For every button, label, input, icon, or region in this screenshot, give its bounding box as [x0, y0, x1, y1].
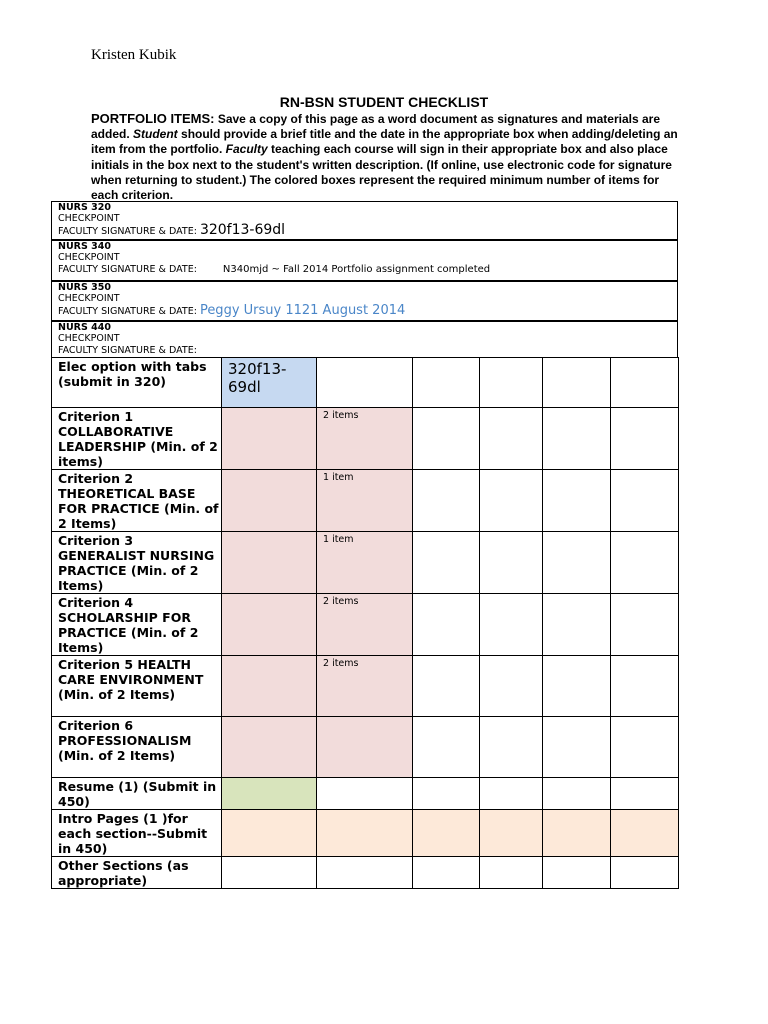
- table-row: [52, 358, 679, 408]
- entry-cell[interactable]: [611, 857, 679, 889]
- entry-cell[interactable]: [413, 656, 480, 717]
- row-label: Criterion 1 COLLABORATIVE LEADERSHIP (Min. of 2 items): [52, 408, 222, 470]
- item-count-note[interactable]: [317, 717, 413, 778]
- entry-cell[interactable]: [222, 470, 317, 532]
- instructions-faculty: Faculty: [225, 142, 268, 157]
- entry-cell[interactable]: [222, 717, 317, 778]
- instructions-student: Student: [133, 127, 178, 142]
- entry-cell[interactable]: [543, 717, 611, 778]
- entry-cell[interactable]: [611, 532, 679, 594]
- signature-label: FACULTY SIGNATURE & DATE:: [58, 344, 197, 356]
- entry-cell[interactable]: [611, 717, 679, 778]
- entry-cell[interactable]: [480, 532, 543, 594]
- entry-cell[interactable]: [413, 810, 480, 857]
- instructions-text-3: teaching each course will sign in their appropriate box and also place initials in the box next to the student's written description. (If online, use electronic code for signature when returning to student.) The colored boxes represent the required minimum number of items for each criterion.: [91, 142, 672, 203]
- entry-cell[interactable]: [222, 594, 317, 656]
- entry-cell[interactable]: [480, 810, 543, 857]
- row-label: Intro Pages (1 )for each section--Submit in 450): [52, 810, 222, 857]
- entry-cell[interactable]: [543, 408, 611, 470]
- faculty-signature[interactable]: Peggy Ursuy 1121 August 2014: [199, 302, 406, 318]
- table-row: [52, 857, 679, 889]
- row-label: Criterion 5 HEALTH CARE ENVIRONMENT (Min. of 2 Items): [52, 656, 222, 717]
- entry-cell[interactable]: [222, 810, 317, 857]
- entry-cell[interactable]: [480, 857, 543, 889]
- entry-cell[interactable]: [611, 408, 679, 470]
- row-label: Criterion 6 PROFESSIONALISM (Min. of 2 Items): [52, 717, 222, 778]
- instructions-text-1: Save a copy of this page as a word document as signatures and materials are added.: [91, 112, 660, 142]
- entry-cell[interactable]: [543, 470, 611, 532]
- entry-cell[interactable]: [413, 594, 480, 656]
- entry-cell[interactable]: [317, 778, 413, 810]
- course-row-nurs340: [51, 240, 678, 281]
- entry-cell[interactable]: [543, 857, 611, 889]
- course-name: NURS 340: [58, 241, 111, 252]
- course-checkpoint: CHECKPOINT: [58, 333, 120, 345]
- entry-cell[interactable]: [543, 778, 611, 810]
- course-checkpoint: CHECKPOINT: [58, 213, 120, 225]
- document-title: RN-BSN STUDENT CHECKLIST: [279, 94, 489, 110]
- entry-cell[interactable]: [413, 857, 480, 889]
- entry-cell[interactable]: [413, 717, 480, 778]
- portfolio-instructions: [91, 111, 686, 203]
- row-label: Criterion 3 GENERALIST NURSING PRACTICE (Min. of 2 Items): [52, 532, 222, 594]
- item-count-note[interactable]: 1 item: [317, 470, 413, 532]
- faculty-signature[interactable]: N340mjd ~ Fall 2014 Portfolio assignment completed: [222, 263, 491, 275]
- entry-cell[interactable]: [480, 470, 543, 532]
- table-row: [52, 810, 679, 857]
- entry-cell[interactable]: [222, 778, 317, 810]
- entry-cell[interactable]: [480, 717, 543, 778]
- entry-cell[interactable]: [222, 656, 317, 717]
- entry-cell[interactable]: [611, 594, 679, 656]
- entry-cell[interactable]: [222, 532, 317, 594]
- instructions-lead: PORTFOLIO ITEMS:: [91, 111, 215, 126]
- entry-cell[interactable]: [413, 778, 480, 810]
- table-row: [52, 594, 679, 656]
- table-row: [52, 408, 679, 470]
- entry-cell[interactable]: [222, 408, 317, 470]
- entry-cell[interactable]: [480, 408, 543, 470]
- signature-label: FACULTY SIGNATURE & DATE:: [58, 225, 197, 237]
- course-row-nurs440: [51, 321, 678, 358]
- signature-label: FACULTY SIGNATURE & DATE:: [58, 263, 197, 275]
- table-row: [52, 532, 679, 594]
- entry-cell[interactable]: [413, 532, 480, 594]
- entry-cell[interactable]: [543, 358, 611, 408]
- entry-cell[interactable]: [413, 408, 480, 470]
- course-name: NURS 320: [58, 202, 111, 213]
- row-label: Other Sections (as appropriate): [52, 857, 222, 889]
- faculty-signature[interactable]: 320f13-69dl: [199, 221, 286, 238]
- criteria-table: [51, 357, 679, 889]
- table-row: [52, 656, 679, 717]
- item-count-note[interactable]: 2 items: [317, 594, 413, 656]
- row-label: Resume (1) (Submit in 450): [52, 778, 222, 810]
- entry-cell[interactable]: [480, 358, 543, 408]
- entry-cell[interactable]: [543, 810, 611, 857]
- entry-cell[interactable]: [543, 532, 611, 594]
- row-label: Criterion 4 SCHOLARSHIP FOR PRACTICE (Min. of 2 Items): [52, 594, 222, 656]
- item-count-note[interactable]: 2 items: [317, 656, 413, 717]
- entry-cell[interactable]: [543, 656, 611, 717]
- entry-cell[interactable]: [317, 358, 413, 408]
- table-row: [52, 778, 679, 810]
- entry-cell[interactable]: [413, 470, 480, 532]
- entry-cell[interactable]: [317, 810, 413, 857]
- entry-cell[interactable]: [611, 810, 679, 857]
- instructions-text-2: should provide a brief title and the date in the appropriate box when adding/deleting an item from the portfolio.: [91, 127, 678, 157]
- item-count-note[interactable]: 2 items: [317, 408, 413, 470]
- course-checkpoint: CHECKPOINT: [58, 252, 120, 264]
- entry-cell[interactable]: 320f13-69dl: [222, 358, 317, 408]
- course-row-nurs350: [51, 281, 678, 321]
- entry-cell[interactable]: [611, 778, 679, 810]
- entry-cell[interactable]: [480, 594, 543, 656]
- course-name: NURS 440: [58, 322, 111, 333]
- table-row: [52, 470, 679, 532]
- entry-cell[interactable]: [317, 857, 413, 889]
- course-row-nurs320: [51, 201, 678, 240]
- course-name: NURS 350: [58, 282, 111, 293]
- row-label: Criterion 2 THEORETICAL BASE FOR PRACTICE (Min. of 2 Items): [52, 470, 222, 532]
- item-count-note[interactable]: 1 item: [317, 532, 413, 594]
- author-name: Kristen Kubik: [91, 47, 177, 63]
- signature-label: FACULTY SIGNATURE & DATE:: [58, 305, 197, 317]
- entry-cell[interactable]: [413, 358, 480, 408]
- entry-cell[interactable]: [480, 656, 543, 717]
- entry-cell[interactable]: [611, 470, 679, 532]
- entry-cell[interactable]: [480, 778, 543, 810]
- entry-cell[interactable]: [222, 857, 317, 889]
- entry-cell[interactable]: [543, 594, 611, 656]
- entry-cell[interactable]: [611, 656, 679, 717]
- course-checkpoint: CHECKPOINT: [58, 293, 120, 305]
- row-label: Elec option with tabs (submit in 320): [52, 358, 222, 408]
- table-row: [52, 717, 679, 778]
- entry-cell[interactable]: [611, 358, 679, 408]
